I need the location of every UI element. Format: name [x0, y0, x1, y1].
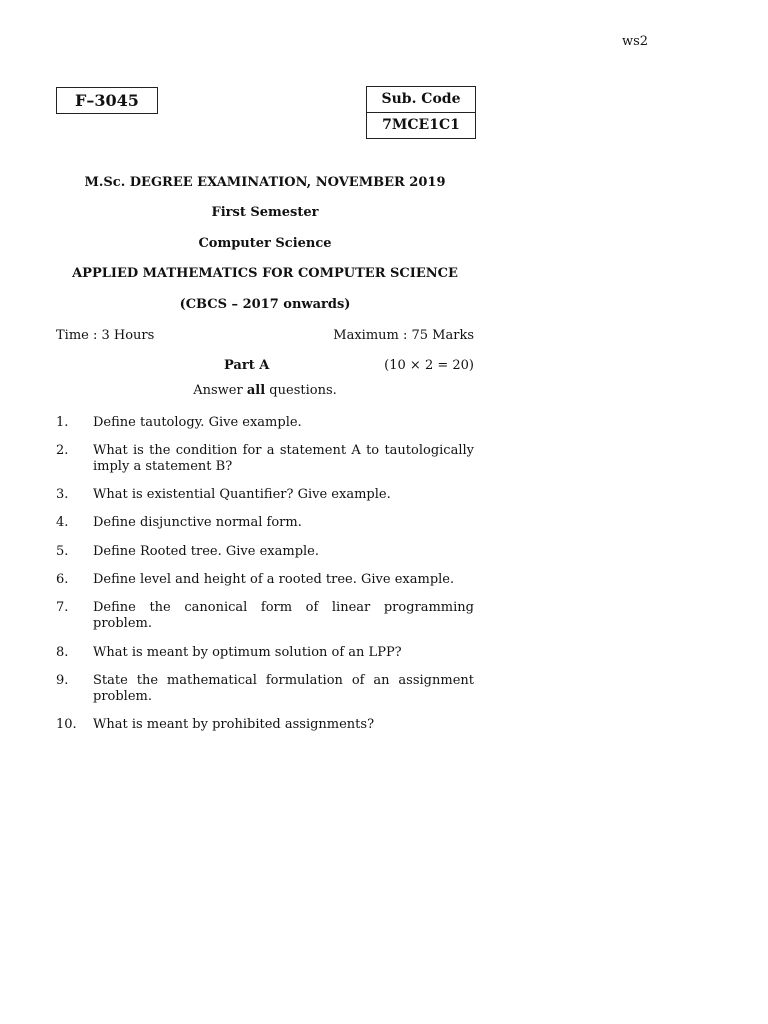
- question-text: State the mathematical formulation of an assignment problem.: [93, 673, 474, 704]
- question-text: What is meant by prohibited assignments?: [93, 717, 375, 732]
- question-5: [56, 544, 474, 560]
- question-number: 2.: [56, 443, 69, 458]
- sub-code-value: 7MCE1C1: [382, 117, 460, 133]
- sub-code-box: [366, 86, 476, 139]
- part-a-instruction: [56, 383, 474, 398]
- question-text: What is existential Quantifier? Give example.: [93, 487, 391, 502]
- semester: First Semester: [211, 205, 319, 220]
- question-number: 1.: [56, 415, 69, 430]
- question-text: Define the canonical form of linear programming problem.: [93, 600, 474, 631]
- question-number: 3.: [56, 487, 69, 502]
- part-a-header: [56, 358, 474, 376]
- question-6: [56, 572, 474, 588]
- question-9: [56, 673, 474, 705]
- paper-title: APPLIED MATHEMATICS FOR COMPUTER SCIENCE: [72, 266, 458, 281]
- instruction-suffix: questions.: [265, 383, 337, 398]
- question-text: What is the condition for a statement A to tautologically imply a statement B?: [93, 443, 474, 474]
- question-number: 5.: [56, 544, 69, 559]
- maximum-marks: Maximum : 75 Marks: [333, 328, 474, 343]
- question-3: [56, 487, 474, 503]
- question-7: [56, 600, 474, 632]
- question-4: [56, 515, 474, 531]
- question-text: Define disjunctive normal form.: [93, 515, 302, 530]
- question-text: Define Rooted tree. Give example.: [93, 544, 320, 559]
- question-8: [56, 645, 474, 661]
- question-1: [56, 415, 474, 431]
- question-number: 9.: [56, 673, 69, 688]
- question-number: 6.: [56, 572, 69, 587]
- question-number: 4.: [56, 515, 69, 530]
- part-a-title: Part A: [224, 358, 270, 373]
- exam-title: M.Sc. DEGREE EXAMINATION, NOVEMBER 2019: [84, 175, 446, 190]
- question-number: 7.: [56, 600, 69, 615]
- question-number: 8.: [56, 645, 69, 660]
- instruction-prefix: Answer: [193, 383, 247, 398]
- part-a-marks: (10 × 2 = 20): [384, 358, 474, 373]
- question-10: [56, 717, 474, 733]
- sub-code-label: Sub. Code: [367, 87, 475, 113]
- question-text: Define level and height of a rooted tree. Give example.: [93, 572, 455, 587]
- subject: Computer Science: [198, 236, 332, 251]
- question-number: 10.: [56, 717, 77, 732]
- scheme: (CBCS – 2017 onwards): [179, 297, 351, 312]
- time-marks-row: [56, 328, 474, 343]
- time-allowed: Time : 3 Hours: [56, 328, 155, 343]
- question-text: Define tautology. Give example.: [93, 415, 302, 430]
- page-reference: ws2: [622, 34, 649, 49]
- question-2: [56, 443, 474, 475]
- paper-code-box: F–3045: [56, 87, 158, 114]
- instruction-bold: all: [246, 383, 266, 398]
- question-text: What is meant by optimum solution of an LPP?: [93, 645, 402, 660]
